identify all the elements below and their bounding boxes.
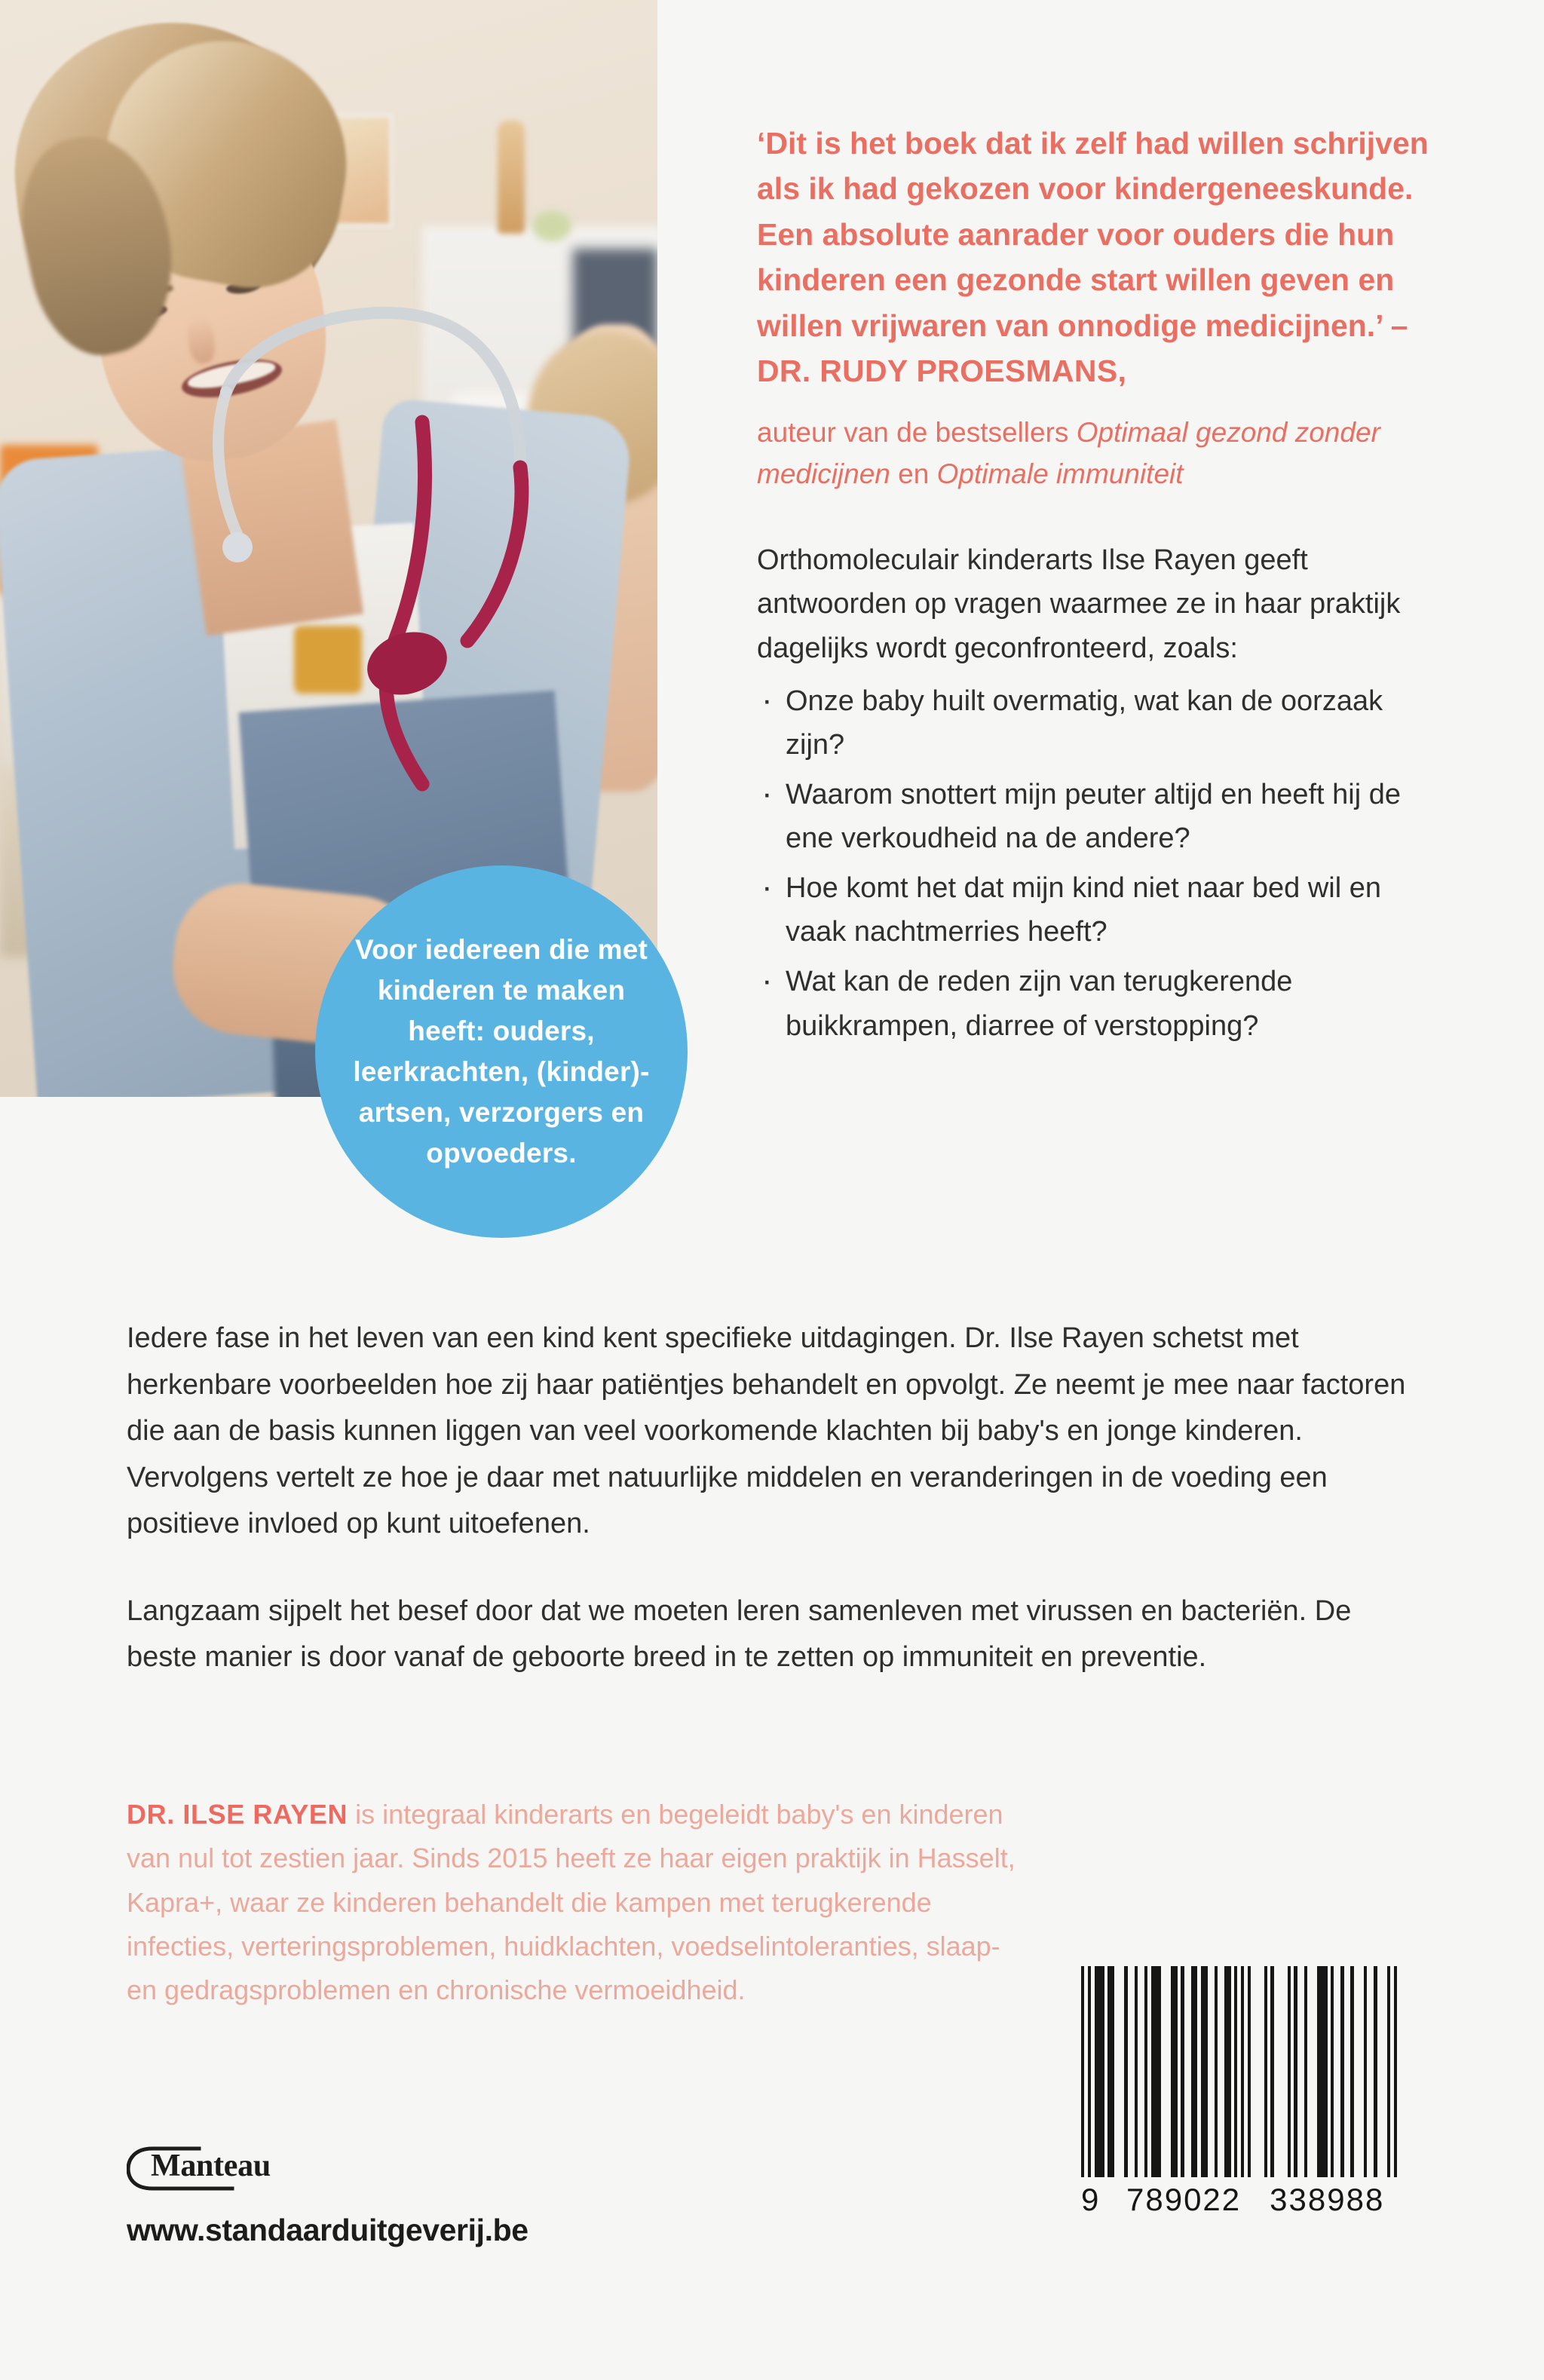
endorsement-author-name: DR. RUDY PROESMANS, <box>757 354 1127 389</box>
question-list <box>757 679 1448 1048</box>
barcode-digit-group-2: 789022 <box>1126 2182 1242 2217</box>
endorsement-credentials-prefix: auteur van de bestsellers <box>757 416 1077 448</box>
barcode-bars <box>1081 1966 1398 2177</box>
manteau-logo <box>127 2145 654 2193</box>
list-item: · Wat kan de reden zijn van terugkerende buikkrampen, diarree of verstopping? <box>757 960 1448 1047</box>
list-item: · Waarom snottert mijn peuter altijd en heeft hij de ene verkoudheid na de andere? <box>757 773 1448 860</box>
endorsement-quote-body: ‘Dit is het boek dat ik zelf had willen schrijven als ik had gekozen voor kindergeneeskunde. Een absolute aanrader voor ouders die hun kinderen een gezonde start willen geven en willen vrijwaren van onnodige medicijnen.’ – <box>757 126 1429 343</box>
barcode-digit-group-1: 9 <box>1081 2182 1101 2217</box>
audience-badge <box>315 865 688 1238</box>
barcode-digit-group-3: 338988 <box>1270 2182 1385 2217</box>
publisher-block <box>127 2145 654 2248</box>
publisher-website[interactable]: www.standaarduitgeverij.be <box>127 2213 528 2247</box>
endorsement-book-title-2: Optimale immuniteit <box>936 458 1184 489</box>
list-item: · Hoe komt het dat mijn kind niet naar bed wil en vaak nachtmerries heeft? <box>757 866 1448 954</box>
intro-paragraph: Orthomoleculair kinderarts Ilse Rayen geeft antwoorden op vragen waarmee ze in haar praktijk dagelijks wordt geconfronteerd, zoals: <box>757 544 1401 664</box>
body-copy <box>127 1316 1408 1681</box>
right-column <box>757 121 1448 1048</box>
author-bio-text: is integraal kinderarts en begeleidt baby's en kinderen van nul tot zestien jaar. Sinds 2015 heeft ze haar eigen praktijk in Hasselt, Kapra+, waar ze kinderen behandelt die kampen met terugkerende infecties, verteringsproblemen, huidklachten, voedselintoleranties, slaap- en gedragsproblemen en chronische vermoeidheid. <box>127 1799 1016 2006</box>
endorsement-book-title-1: Optimaal gezond zonder medicijnen <box>757 416 1380 489</box>
endorsement-quote <box>757 121 1448 495</box>
author-bio <box>127 1793 1016 2013</box>
manteau-wordmark: Manteau <box>151 2149 271 2183</box>
author-bio-name: DR. ILSE RAYEN <box>127 1799 348 1830</box>
body-paragraph: Langzaam sijpelt het besef door dat we moeten leren samenleven met virussen en bacteriën. De beste manier is door vanaf de geboorte breed in te zetten op immuniteit en preventie. <box>127 1594 1352 1674</box>
endorsement-author-credentials <box>757 412 1448 495</box>
audience-badge-text: Voor iedereen die met kinderen te maken heeft: ouders, leerkrachten, (kinder)-artsen, verzorgers en opvoeders. <box>353 933 650 1169</box>
barcode-digits <box>1081 2182 1398 2218</box>
body-paragraph: Iedere fase in het leven van een kind kent specifieke uitdagingen. Dr. Ilse Rayen schetst met herkenbare voorbeelden hoe zij haar patiëntjes behandelt en opvolgt. Ze neemt je mee naar factoren die aan de basis kunnen liggen van veel voorkomende klachten bij baby's en jonge kinderen. Vervolgens vertelt ze hoe je daar met natuurlijke middelen en veranderingen in de voeding een positieve invloed op kunt uitoefenen. <box>127 1322 1406 1540</box>
list-item: · Onze baby huilt overmatig, wat kan de oorzaak zijn? <box>757 679 1448 767</box>
endorsement-credentials-joiner: en <box>890 458 937 489</box>
barcode-block <box>1081 1966 1398 2218</box>
